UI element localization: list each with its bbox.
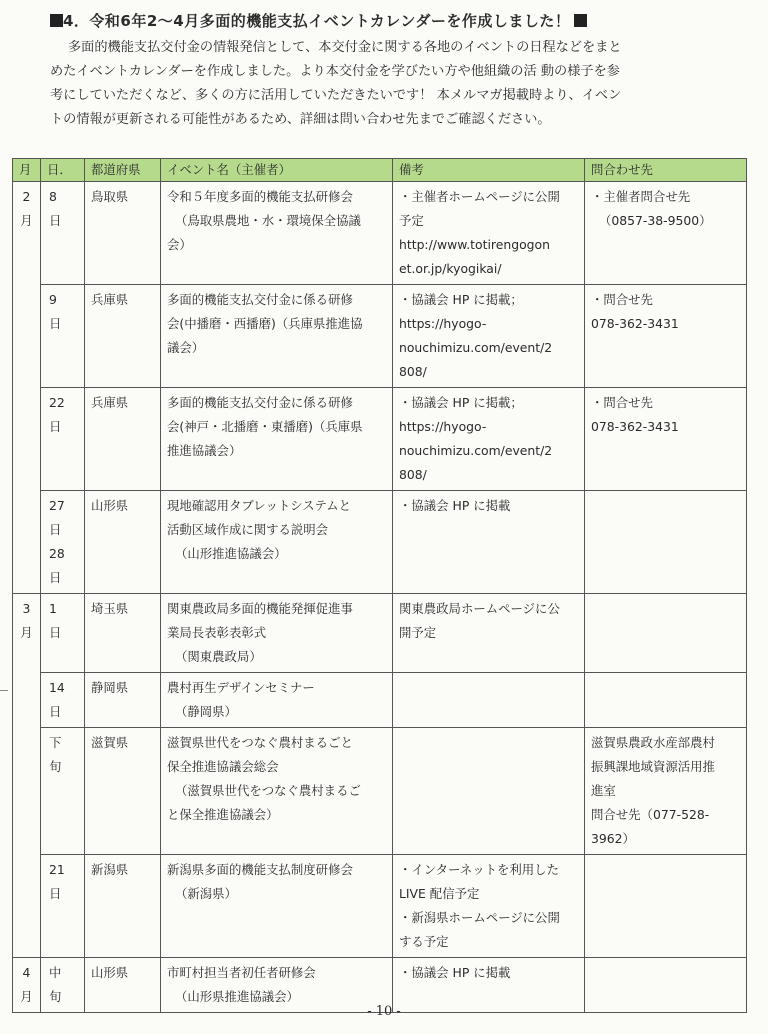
cell-line: 関東農政局多面的機能発揮促進事	[167, 601, 353, 616]
intro-line: 多面的機能支払交付金の情報発信として、本交付金に関する各地のイベントの日程などをまと	[68, 40, 622, 55]
prefecture-cell: 兵庫県	[85, 285, 161, 388]
cell-line: 1	[49, 601, 57, 616]
cell-line: 日	[49, 213, 62, 228]
cell-line: ・協議会 HP に掲載	[399, 498, 511, 513]
cell-line: 日	[49, 522, 62, 537]
day-cell	[41, 728, 85, 855]
contact-cell	[585, 673, 747, 728]
day-cell	[41, 285, 85, 388]
cell-line: 新潟県多面的機能支払制度研修会	[167, 862, 353, 877]
day-cell	[41, 673, 85, 728]
event-calendar-table	[12, 158, 747, 1013]
day-cell	[41, 594, 85, 673]
event-cell	[161, 182, 393, 285]
intro-line: トの情報が更新される可能性があるため、詳細は問い合わせ先までご確認ください。	[50, 112, 551, 127]
cell-line: 進室	[591, 783, 616, 798]
table-row	[13, 673, 747, 728]
cell-line: （関東農政局）	[175, 649, 262, 664]
event-cell	[161, 594, 393, 673]
note-cell	[393, 491, 585, 594]
cell-line: 27	[49, 498, 65, 513]
cell-line: 21	[49, 862, 65, 877]
cell-line: 振興課地域資源活用推	[591, 759, 715, 774]
cell-line: 8	[49, 189, 57, 204]
cell-line: 予定	[399, 213, 424, 228]
cell-line: 月	[20, 625, 33, 640]
table-row	[13, 491, 747, 594]
contact-cell	[585, 728, 747, 855]
table-row	[13, 285, 747, 388]
cell-line: 会(神戸・北播磨・東播磨)（兵庫県	[167, 419, 363, 434]
intro-paragraph	[50, 36, 730, 132]
event-cell	[161, 491, 393, 594]
section-heading	[50, 10, 750, 31]
cell-line: 業局長表彰表彰式	[167, 625, 267, 640]
cell-line: 078-362-3431	[591, 316, 679, 331]
cell-line: 日	[49, 704, 62, 719]
prefecture-cell: 鳥取県	[85, 182, 161, 285]
cell-line: （新潟県）	[175, 886, 237, 901]
cell-line: （鳥取県農地・水・環境保全協議	[175, 213, 361, 228]
cell-line: 現地確認用タブレットシステムと	[167, 498, 351, 513]
cell-line: 日	[49, 886, 62, 901]
cell-line: https://hyogo-	[399, 419, 487, 434]
header-prefecture: 都道府県	[85, 159, 161, 182]
cell-line: 9	[49, 292, 57, 307]
cell-line: et.or.jp/kyogikai/	[399, 261, 502, 276]
cell-line: 多面的機能支払交付金に係る研修	[167, 292, 353, 307]
cell-line: 滋賀県農政水産部農村	[591, 735, 715, 750]
cell-line: 日	[49, 625, 62, 640]
table-header-row	[13, 159, 747, 182]
header-contact: 問合わせ先	[585, 159, 747, 182]
cell-line: 関東農政局ホームページに公	[399, 601, 560, 616]
note-cell	[393, 388, 585, 491]
note-cell	[393, 594, 585, 673]
cell-line: 旬	[49, 759, 62, 774]
cell-line: nouchimizu.com/event/2	[399, 443, 553, 458]
page-number: - 10 -	[367, 1004, 401, 1019]
cell-line: nouchimizu.com/event/2	[399, 340, 553, 355]
table-row	[13, 728, 747, 855]
header-event: イベント名（主催者）	[161, 159, 393, 182]
prefecture-cell: 山形県	[85, 491, 161, 594]
cell-line: （0857-38-9500）	[599, 213, 712, 228]
note-cell	[393, 855, 585, 958]
prefecture-cell: 兵庫県	[85, 388, 161, 491]
day-cell	[41, 491, 85, 594]
cell-line: 22	[49, 395, 65, 410]
header-month: 月	[13, 159, 41, 182]
header-note: 備考	[393, 159, 585, 182]
cell-line: ・新潟県ホームページに公開	[399, 910, 560, 925]
cell-line: する予定	[399, 934, 449, 949]
intro-line: 考にしていただくなど、多くの方に活用していただきたいです！ 本メルマガ掲載時より、イベン	[50, 88, 622, 103]
note-cell	[393, 285, 585, 388]
cell-line: 中	[49, 965, 62, 980]
cell-line: ・主催者問合せ先	[591, 189, 691, 204]
cell-line: https://hyogo-	[399, 316, 487, 331]
contact-cell	[585, 285, 747, 388]
prefecture-cell: 埼玉県	[85, 594, 161, 673]
cell-line: 808/	[399, 364, 427, 379]
cell-line: （山形推進協議会）	[175, 546, 287, 561]
event-cell	[161, 855, 393, 958]
month-cell	[13, 182, 41, 594]
cell-line: ・問合せ先	[591, 292, 653, 307]
cell-line: 14	[49, 680, 65, 695]
cell-line: （静岡県）	[175, 704, 237, 719]
day-cell	[41, 388, 85, 491]
cell-line: 多面的機能支払交付金に係る研修	[167, 395, 353, 410]
header-day: 日．	[41, 159, 85, 182]
cell-line: 日	[49, 316, 62, 331]
table-row	[13, 182, 747, 285]
margin-mark	[0, 690, 8, 691]
cell-line: 808/	[399, 467, 427, 482]
cell-line: 会(中播磨・西播磨)（兵庫県推進協	[167, 316, 363, 331]
day-cell	[41, 182, 85, 285]
cell-line: 078-362-3431	[591, 419, 679, 434]
cell-line: 令和５年度多面的機能支払研修会	[167, 189, 353, 204]
cell-line: 日	[49, 419, 62, 434]
cell-line: と保全推進協議会）	[167, 807, 279, 822]
cell-line: 3	[22, 601, 31, 616]
note-cell	[393, 182, 585, 285]
cell-line: 議会）	[167, 340, 205, 355]
contact-cell	[585, 491, 747, 594]
month-cell	[13, 594, 41, 958]
cell-line: LIVE 配信予定	[399, 886, 480, 901]
cell-line: 月	[20, 989, 33, 1004]
prefecture-cell: 静岡県	[85, 673, 161, 728]
prefecture-cell: 滋賀県	[85, 728, 161, 855]
day-cell	[41, 855, 85, 958]
cell-line: 推進協議会）	[167, 443, 242, 458]
cell-line: 旬	[49, 989, 62, 1004]
cell-line: ・問合せ先	[591, 395, 653, 410]
cell-line: （滋賀県世代をつなぐ農村まるご	[175, 783, 361, 798]
cell-line: ・主催者ホームページに公開	[399, 189, 560, 204]
cell-line: ・協議会 HP に掲載；	[399, 395, 523, 410]
contact-cell	[585, 855, 747, 958]
cell-line: 日	[49, 570, 62, 585]
table-row	[13, 594, 747, 673]
cell-line: ・協議会 HP に掲載；	[399, 292, 523, 307]
event-cell	[161, 673, 393, 728]
cell-line: 2	[22, 189, 31, 204]
event-cell	[161, 388, 393, 491]
event-cell	[161, 728, 393, 855]
cell-line: 下	[49, 735, 62, 750]
note-cell	[393, 673, 585, 728]
cell-line: 保全推進協議会総会	[167, 759, 279, 774]
contact-cell	[585, 388, 747, 491]
cell-line: 滋賀県世代をつなぐ農村まるごと	[167, 735, 353, 750]
event-cell	[161, 285, 393, 388]
prefecture-cell: 山形県	[85, 958, 161, 1013]
cell-line: ・インターネットを利用した	[399, 862, 559, 877]
intro-line: めたイベントカレンダーを作成しました。より本交付金を学びたい方や他組織の活 動の様子を参	[50, 64, 620, 79]
cell-line: （山形県推進協議会）	[175, 989, 299, 1004]
table-row	[13, 388, 747, 491]
table-row	[13, 855, 747, 958]
section-title: 4．令和6年2～4月多面的機能支払イベントカレンダーを作成しました！	[63, 12, 571, 30]
cell-line: 開予定	[399, 625, 437, 640]
cell-line: 活動区域作成に関する説明会	[167, 522, 329, 537]
cell-line: 会）	[167, 237, 192, 252]
note-cell	[393, 728, 585, 855]
cell-line: 3962）	[591, 831, 635, 846]
prefecture-cell: 新潟県	[85, 855, 161, 958]
cell-line: 市町村担当者初任者研修会	[167, 965, 316, 980]
contact-cell	[585, 182, 747, 285]
cell-line: 4	[22, 965, 31, 980]
cell-line: 月	[20, 213, 33, 228]
contact-cell	[585, 594, 747, 673]
cell-line: 農村再生デザインセミナー	[167, 680, 315, 695]
square-bullet-icon	[50, 14, 63, 27]
square-bullet-icon	[574, 14, 587, 27]
cell-line: http://www.totirengogon	[399, 237, 550, 252]
cell-line: 28	[49, 546, 65, 561]
cell-line: ・協議会 HP に掲載	[399, 965, 511, 980]
cell-line: 問合せ先（077-528-	[591, 807, 710, 822]
